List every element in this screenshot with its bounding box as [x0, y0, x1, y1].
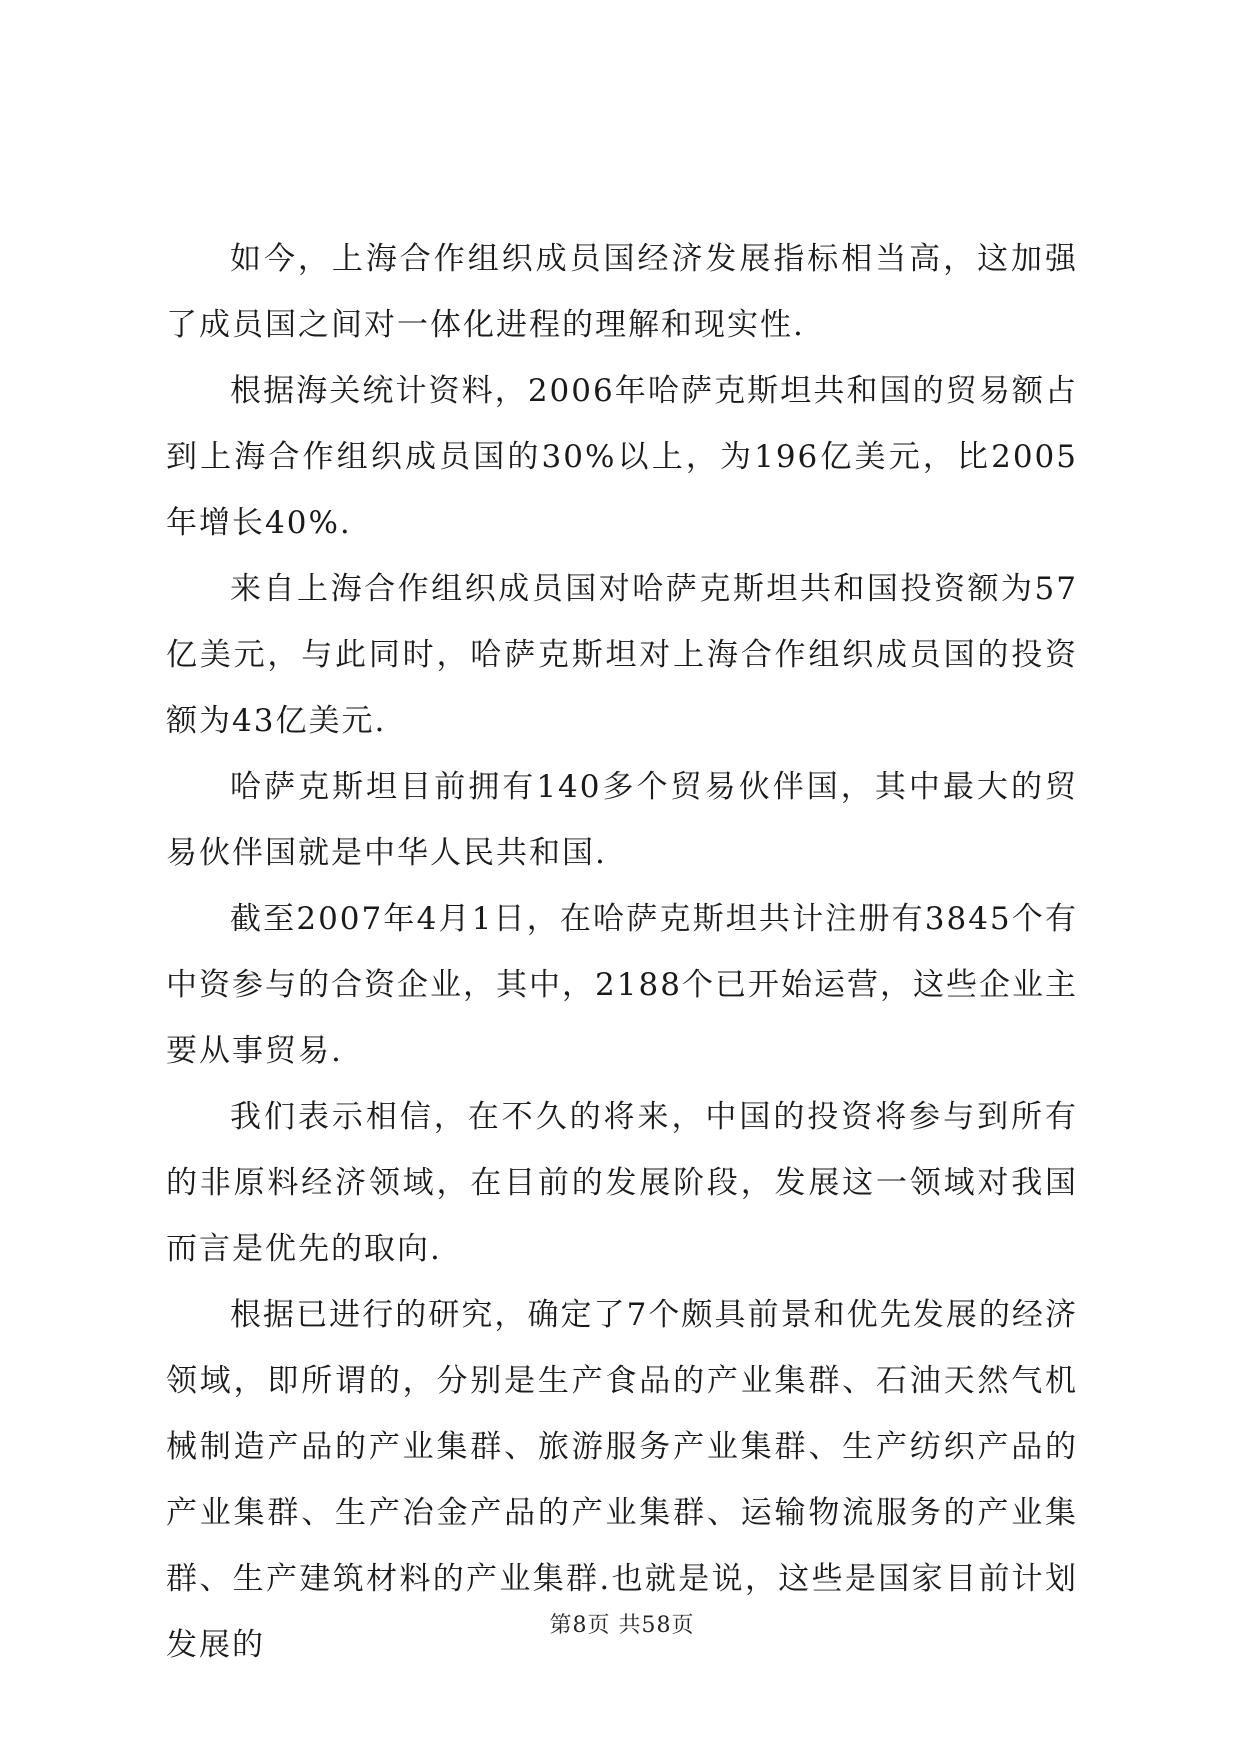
paragraph-5: 截至2007年4月1日，在哈萨克斯坦共计注册有3845个有中资参与的合资企业，其中，2188个已开始运营，这些企业主要从事贸易.	[166, 901, 1078, 1069]
paragraph-6: 我们表示相信，在不久的将来，中国的投资将参与到所有的非原料经济领域，在目前的发展阶段，发展这一领域对我国而言是优先的取向.	[166, 1099, 1078, 1267]
paragraph-7: 根据已进行的研究，确定了7个颇具前景和优先发展的经济领域，即所谓的，分别是生产食品的产业集群、石油天然气机械制造产品的产业集群、旅游服务产业集群、生产纺织产品的产业集群、生产冶金产品的产业集群、运输物流服务的产业集群、生产建筑材料的产业集群.也就是说，这些是国家目前计划发展的	[166, 1297, 1078, 1663]
paragraph-1: 如今，上海合作组织成员国经济发展指标相当高，这加强了成员国之间对一体化进程的理解和现实性.	[166, 241, 1078, 343]
page-number-footer: 第8页 共58页	[549, 1613, 695, 1638]
paragraph-4: 哈萨克斯坦目前拥有140多个贸易伙伴国，其中最大的贸易伙伴国就是中华人民共和国.	[166, 769, 1078, 871]
document-page	[166, 0, 1078, 1754]
paragraph-3: 来自上海合作组织成员国对哈萨克斯坦共和国投资额为57亿美元，与此同时，哈萨克斯坦对上海合作组织成员国的投资额为43亿美元.	[166, 571, 1078, 739]
paragraph-2: 根据海关统计资料，2006年哈萨克斯坦共和国的贸易额占到上海合作组织成员国的30%以上，为196亿美元，比2005年增长40%.	[166, 373, 1078, 541]
document-body	[166, 226, 1078, 1678]
